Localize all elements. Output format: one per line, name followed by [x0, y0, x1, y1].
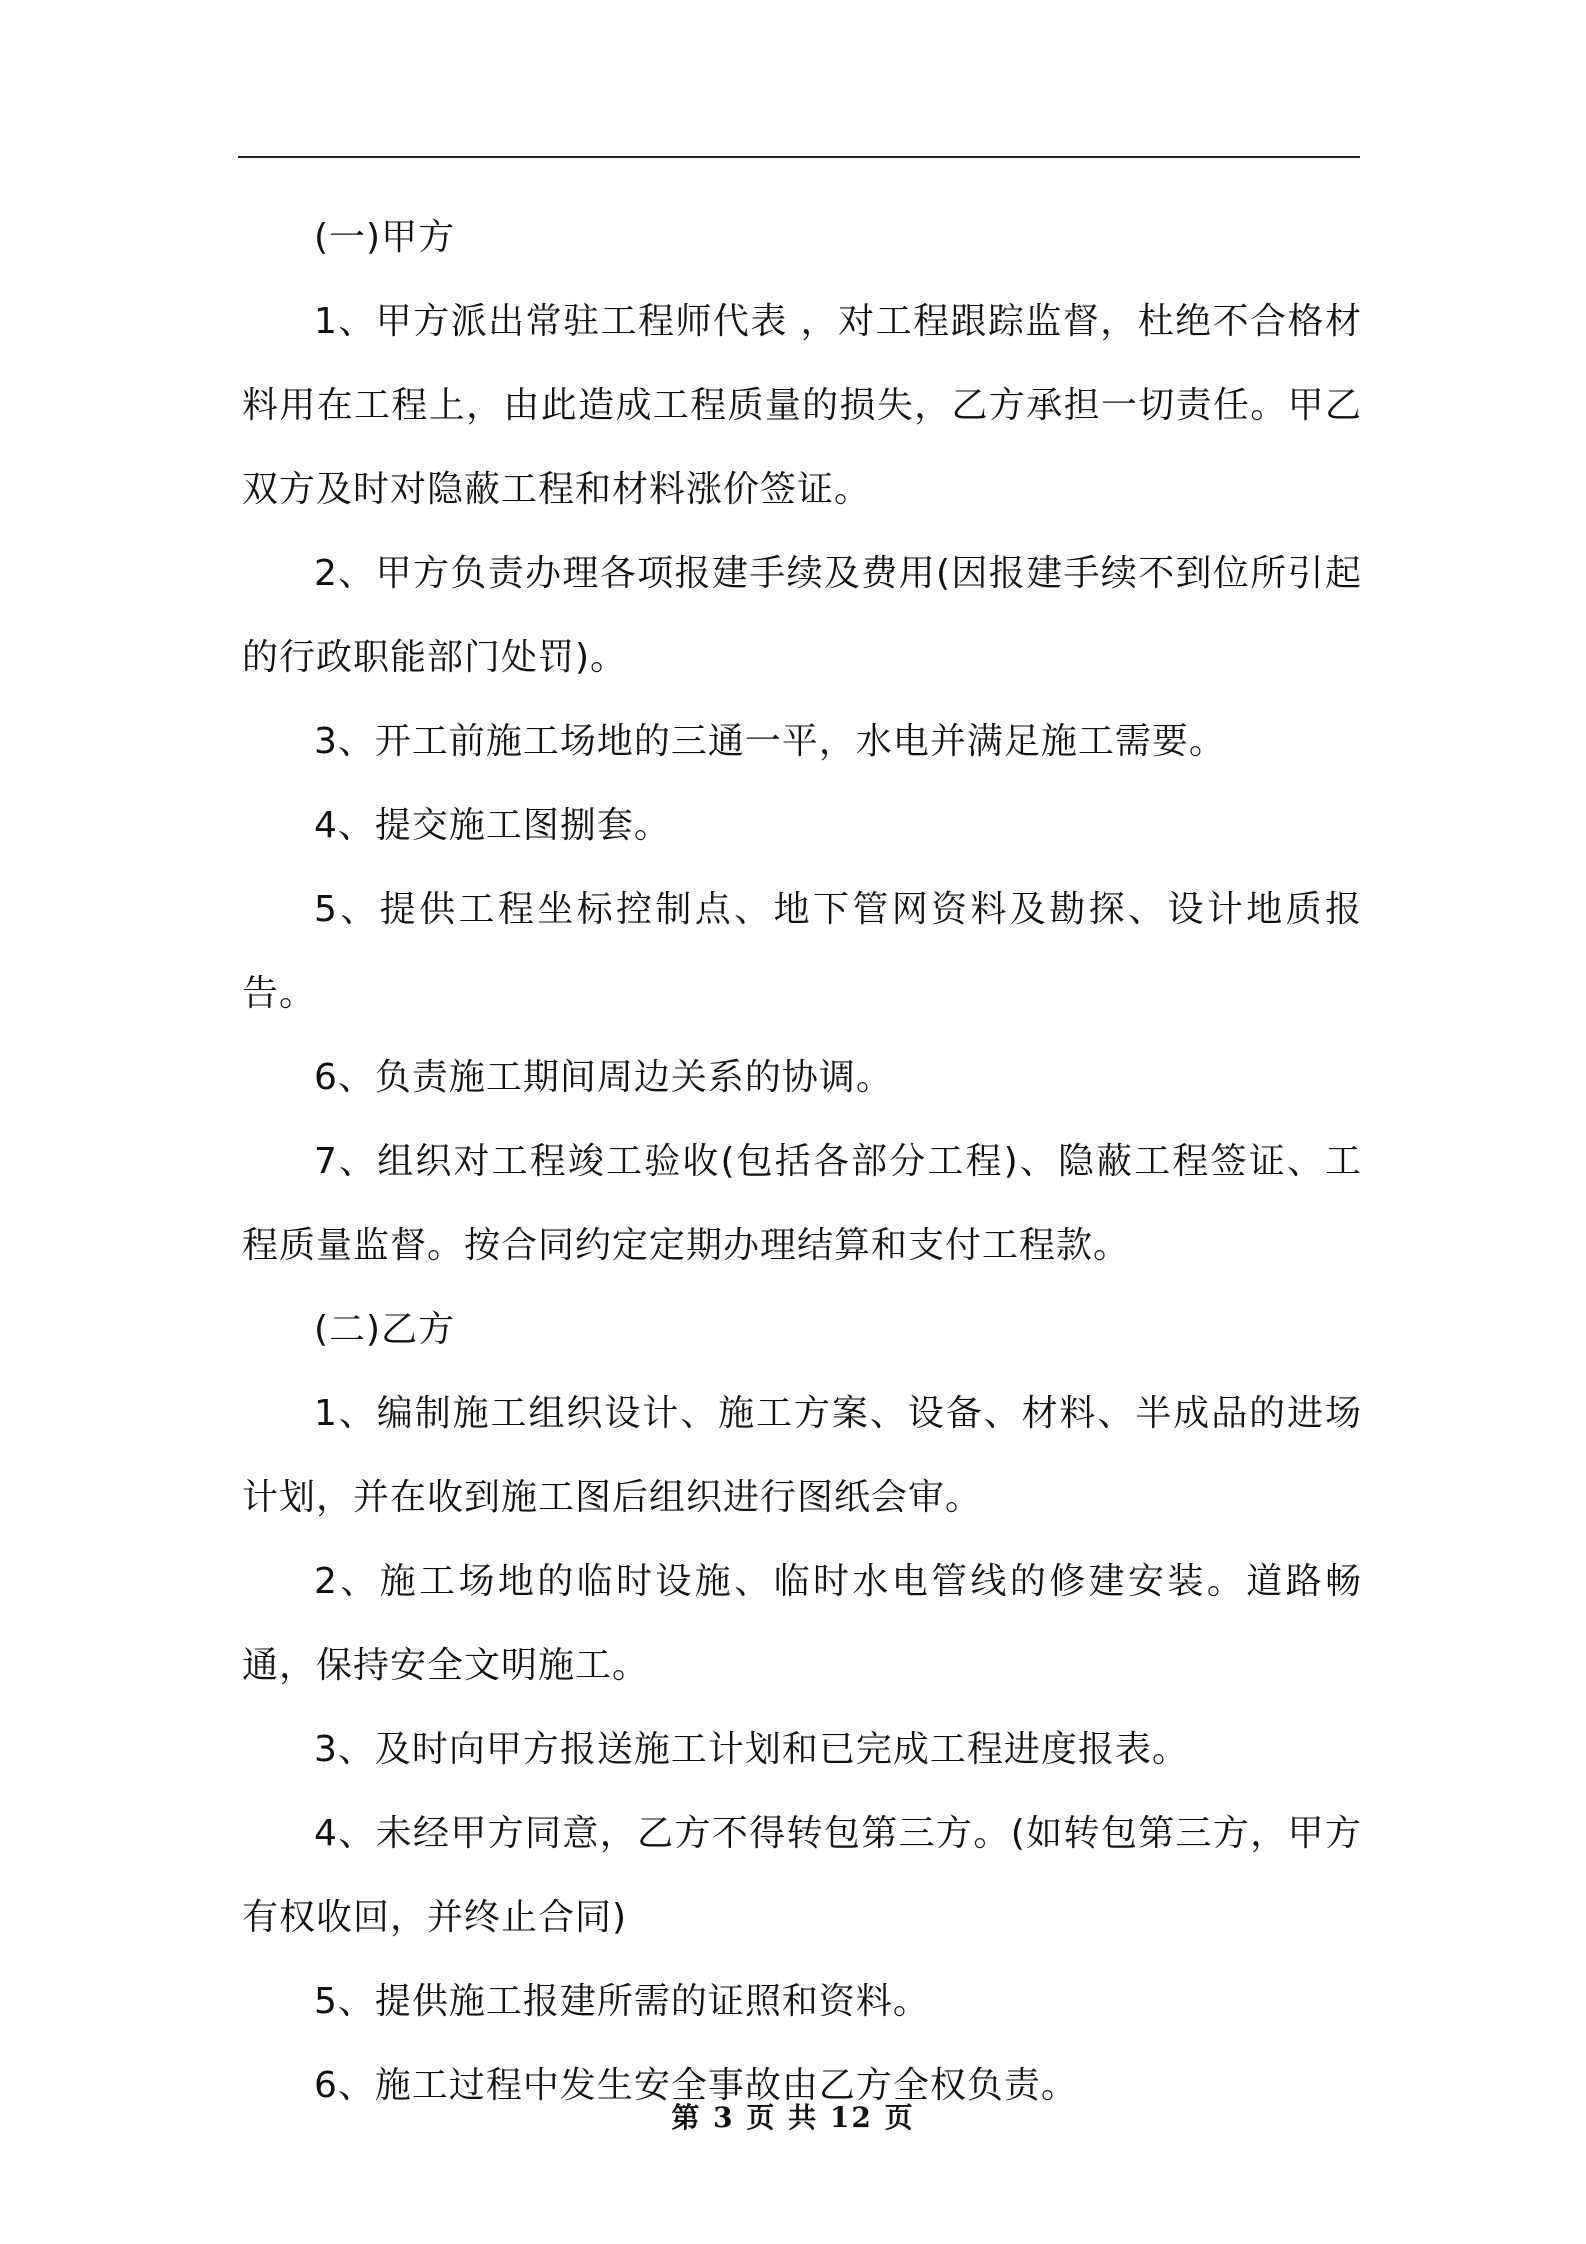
party-b-item-3: 3、及时向甲方报送施工计划和已完成工程进度报表。	[314, 1729, 1189, 1770]
section-heading-party-b: (二)乙方	[314, 1309, 456, 1350]
party-a-item-7: 7、组织对工程竣工验收(包括各部分工程)、隐蔽工程签证、工程质量监督。按合同约定定期办理结算和支付工程款。	[242, 1141, 1362, 1266]
footer-middle: 页 共	[746, 2101, 819, 2134]
party-a-item-3: 3、开工前施工场地的三通一平，水电并满足施工需要。	[314, 721, 1226, 762]
party-b-item-4: 4、未经甲方同意，乙方不得转包第三方。(如转包第三方，甲方有权收回，并终止合同)	[242, 1813, 1362, 1938]
section-heading-party-a: (一)甲方	[314, 217, 456, 258]
page-footer	[0, 2098, 1586, 2138]
party-b-item-6: 6、施工过程中发生安全事故由乙方全权负责。	[314, 2065, 1078, 2106]
party-b-item-1: 1、编制施工组织设计、施工方案、设备、材料、半成品的进场计划，并在收到施工图后组织进行图纸会审。	[242, 1393, 1362, 1518]
party-b-item-5: 5、提供施工报建所需的证照和资料。	[314, 1981, 930, 2022]
party-a-item-6: 6、负责施工期间周边关系的协调。	[314, 1057, 893, 1098]
document-body	[242, 196, 1362, 2128]
footer-prefix: 第	[671, 2101, 702, 2134]
header-rule	[238, 156, 1360, 158]
footer-current-page: 3	[713, 2101, 735, 2134]
party-a-item-2: 2、甲方负责办理各项报建手续及费用(因报建手续不到位所引起的行政职能部门处罚)。	[242, 553, 1362, 678]
party-a-item-1: 1、甲方派出常驻工程师代表 ，对工程跟踪监督，杜绝不合格材料用在工程上，由此造成工程质量的损失，乙方承担一切责任。甲乙双方及时对隐蔽工程和材料涨价签证。	[242, 301, 1362, 510]
party-a-item-4: 4、提交施工图捌套。	[314, 805, 671, 846]
party-a-item-5: 5、提供工程坐标控制点、地下管网资料及勘探、设计地质报告。	[242, 889, 1362, 1014]
party-b-item-2: 2、施工场地的临时设施、临时水电管线的修建安装。道路畅通，保持安全文明施工。	[242, 1561, 1362, 1686]
footer-total-pages: 12	[829, 2101, 873, 2134]
footer-suffix: 页	[884, 2101, 915, 2134]
